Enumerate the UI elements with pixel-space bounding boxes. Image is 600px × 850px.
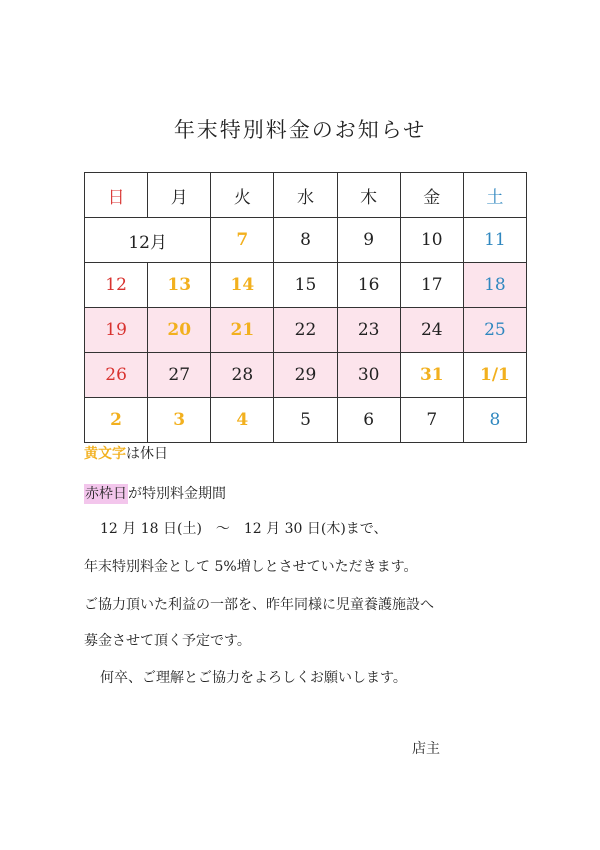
calendar-day: 21: [211, 308, 274, 353]
calendar-day: 4: [211, 398, 274, 443]
calendar-day: 9: [337, 218, 400, 263]
donation-text-1: ご協力頂いた利益の一部を、昨年同様に児童養護施設へ: [84, 597, 434, 613]
weekday-fri: 金: [400, 173, 463, 218]
calendar-day: 11: [463, 218, 526, 263]
calendar-day: 23: [337, 308, 400, 353]
signature: 店主: [412, 741, 440, 757]
donation-text-2: 募金させて頂く予定です。: [84, 633, 251, 649]
calendar-day: 3: [148, 398, 211, 443]
weekday-thu: 木: [337, 173, 400, 218]
weekday-mon: 月: [148, 173, 211, 218]
month-label: 12月: [85, 218, 211, 263]
calendar-day: 12: [85, 263, 148, 308]
calendar-day: 20: [148, 308, 211, 353]
calendar-day: 8: [463, 398, 526, 443]
calendar-day: 2: [85, 398, 148, 443]
calendar-day: 10: [400, 218, 463, 263]
calendar-day: 6: [337, 398, 400, 443]
calendar-day: 14: [211, 263, 274, 308]
calendar-day: 25: [463, 308, 526, 353]
legend-period: [84, 483, 226, 503]
closing-text: 何卒、ご理解とご協力をよろしくお願いします。: [100, 670, 407, 686]
calendar-day: 29: [274, 353, 337, 398]
calendar-week-row: [85, 263, 527, 308]
weekday-header-row: [85, 173, 527, 218]
calendar-day: 16: [337, 263, 400, 308]
calendar-day: 18: [463, 263, 526, 308]
calendar-week-row: [85, 218, 527, 263]
calendar-week-row: [85, 398, 527, 443]
calendar-day: 24: [400, 308, 463, 353]
calendar-day: 27: [148, 353, 211, 398]
page-title: 年末特別料金のお知らせ: [173, 118, 427, 142]
calendar-day: 15: [274, 263, 337, 308]
holiday-legend-highlight: 黄文字: [84, 446, 126, 462]
calendar-day: 13: [148, 263, 211, 308]
holiday-legend-text: は休日: [126, 446, 168, 462]
weekday-sun: 日: [85, 173, 148, 218]
calendar-day: 7: [211, 218, 274, 263]
calendar-day: 30: [337, 353, 400, 398]
weekday-sat: 土: [463, 173, 526, 218]
calendar-day: 19: [85, 308, 148, 353]
calendar-day: 8: [274, 218, 337, 263]
period-legend-text: が特別料金期間: [128, 486, 226, 502]
calendar-week-row: [85, 353, 527, 398]
period-legend-highlight: 赤枠日: [85, 486, 127, 502]
calendar-day: 28: [211, 353, 274, 398]
weekday-tue: 火: [211, 173, 274, 218]
calendar-day: 26: [85, 353, 148, 398]
legend-holiday: [84, 443, 168, 463]
weekday-wed: 水: [274, 173, 337, 218]
calendar-day: 31: [400, 353, 463, 398]
calendar-day: 5: [274, 398, 337, 443]
calendar-table: [84, 172, 527, 443]
calendar-day: 17: [400, 263, 463, 308]
calendar-week-row: [85, 308, 527, 353]
calendar-day: 22: [274, 308, 337, 353]
calendar-day: 1/1: [463, 353, 526, 398]
surcharge-text: 年末特別料金として 5%増しとさせていただきます。: [84, 559, 418, 575]
period-range-text: 12 月 18 日(土) ～ 12 月 30 日(木)まで、: [100, 521, 388, 537]
calendar-day: 7: [400, 398, 463, 443]
